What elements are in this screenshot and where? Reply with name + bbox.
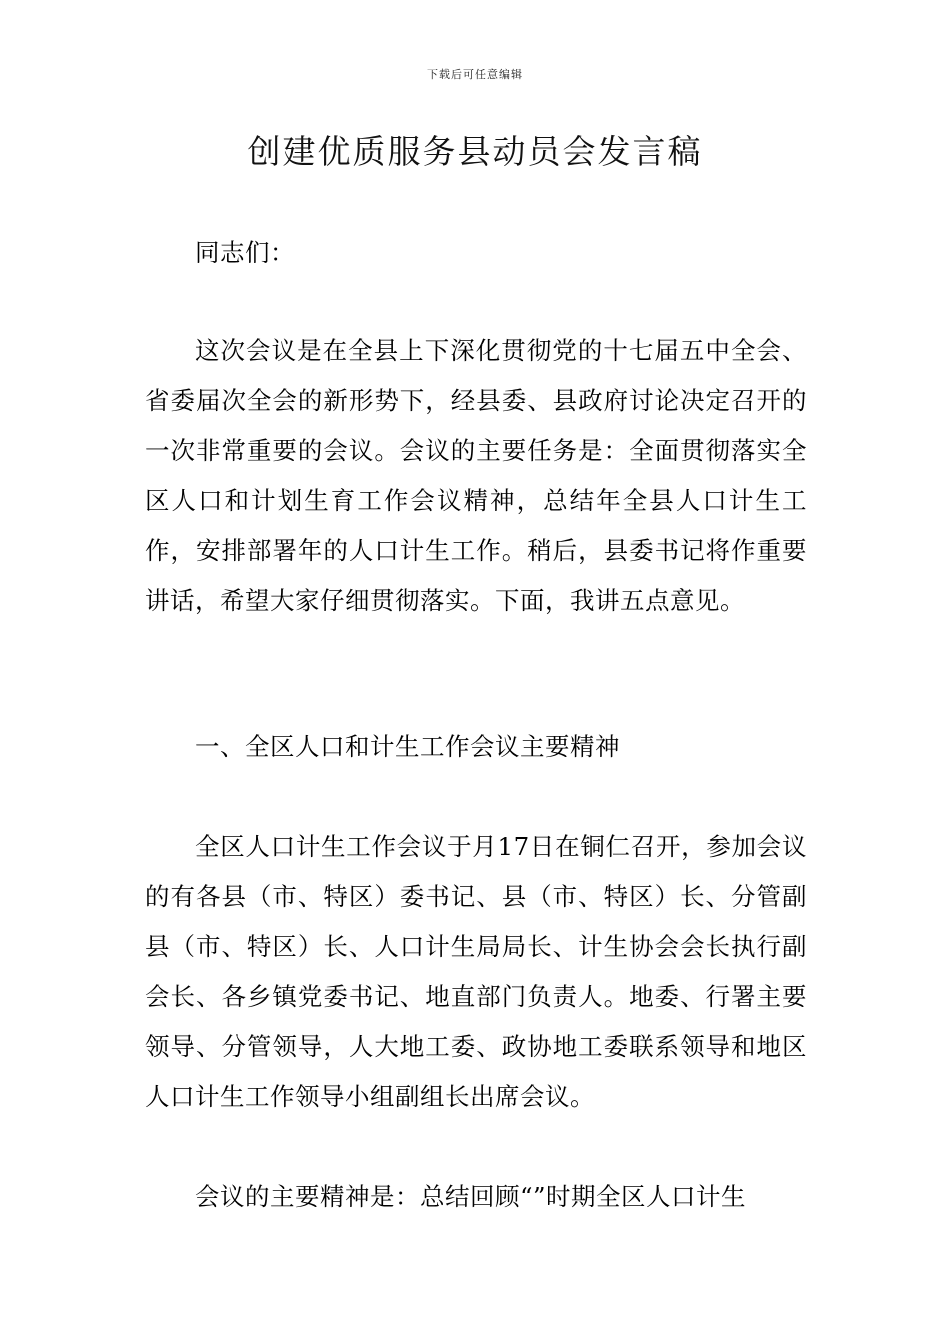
section-heading-1: 一、全区人口和计生工作会议主要精神 (195, 732, 620, 761)
paragraph-intro: 这次会议是在全县上下深化贯彻党的十七届五中全会、省委届次全会的新形势下，经县委、县政府讨论决定召开的一次非常重要的会议。会议的主要任务是：全面贯彻落实全区人口和计划生育工作会议精神，总结年全县人口计生工作，安排部署年的人口计生工作。稍后，县委书记将作重要讲话，希望大家仔细贯彻落实。下面，我讲五点意见。 (145, 336, 807, 615)
header-note: 下载后可任意编辑 (427, 68, 523, 81)
salutation: 同志们： (195, 238, 295, 267)
paragraph-main-spirit: 会议的主要精神是：总结回顾“”时期全区人口计生 (195, 1182, 747, 1211)
paragraph-meeting-info: 全区人口计生工作会议于月17日在铜仁召开，参加会议的有各县（市、特区）委书记、县（市、特区）长、分管副县（市、特区）长、人口计生局局长、计生协会会长执行副会长、各乡镇党委书记、地直部门负责人。地委、行署主要领导、分管领导，人大地工委、政协地工委联系领导和地区人口计生工作领导小组副组长出席会议。 (145, 832, 807, 1111)
document-title: 创建优质服务县动员会发言稿 (247, 132, 703, 171)
